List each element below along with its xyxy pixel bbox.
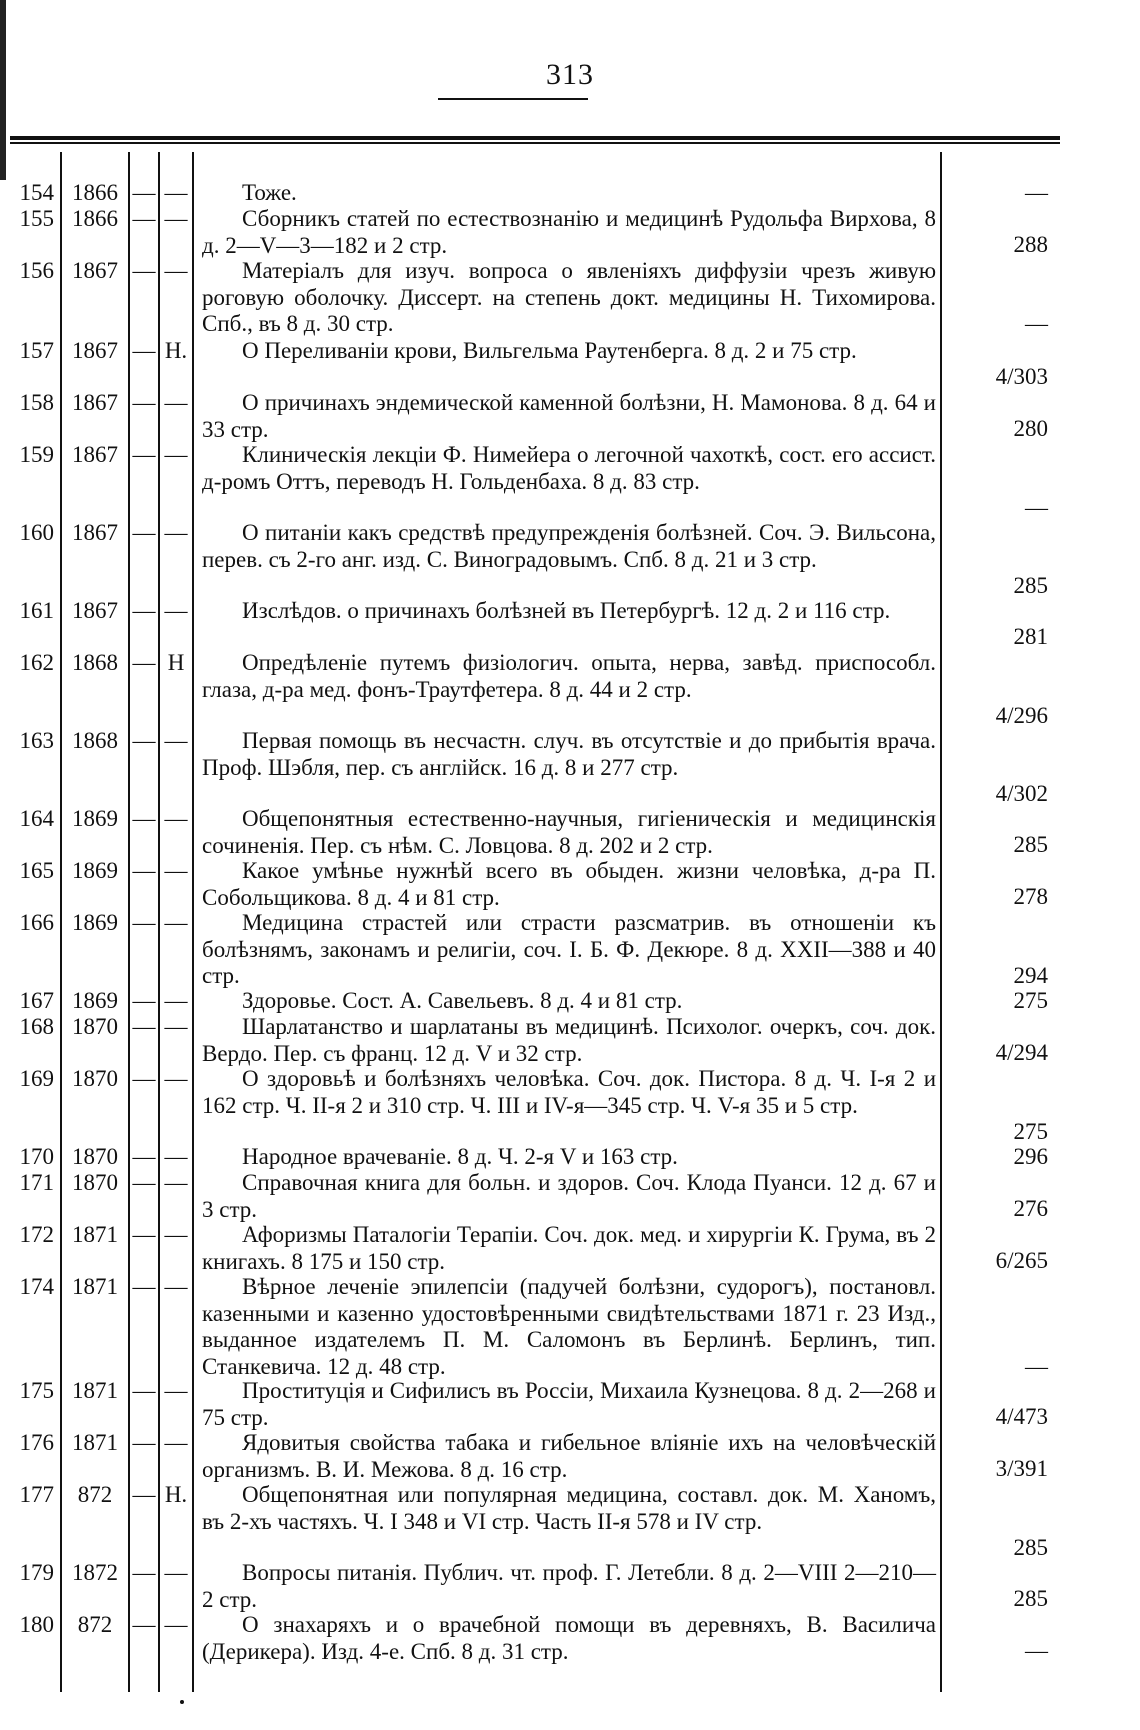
entry-description: Общепонятныя естественно-научныя, гигіеническія и медицинскія сочиненія. Пер. съ нѣм. С. Ловцова. 8 д. 202 и 2 стр. [202, 806, 936, 858]
entry-description: Справочная книга для больн. и здоров. Соч. Клода Пуанси. 12 д. 67 и 3 стр. [202, 1170, 936, 1222]
entry-reference: 281 [1013, 624, 1048, 649]
column-divider [940, 152, 942, 1692]
entry-mark-1: — [132, 728, 156, 753]
entry-mark-1: — [132, 1066, 156, 1091]
entry-mark-2: Н. [164, 338, 188, 363]
entry-mark-1: — [132, 1560, 156, 1585]
entry-mark-2: — [164, 1430, 188, 1455]
print-speck [180, 1700, 184, 1704]
entry-mark-1: — [132, 1430, 156, 1455]
entry-reference: 296 [1013, 1144, 1048, 1169]
entry-mark-1: — [132, 858, 156, 883]
entry-number: 160 [19, 520, 54, 545]
entry-year: 1871 [72, 1222, 118, 1247]
entry-number: 154 [19, 180, 54, 205]
entry-reference: 4/294 [995, 1040, 1048, 1065]
entry-description: Общепонятная или популярная медицина, составл. док. М. Ханомъ, въ 2-хъ частяхъ. Ч. І 348 и VI стр. Часть ІІ-я 578 и IV стр. [202, 1482, 936, 1534]
entry-number: 157 [19, 338, 54, 363]
entry-number: 156 [19, 258, 54, 283]
entry-description: Опредѣленіе путемъ физіологич. опыта, нерва, завѣд. приспособл. глаза, д-ра мед. фонъ-Траутфетера. 8 д. 44 и 2 стр. [202, 650, 936, 702]
entry-mark-2: — [164, 728, 188, 753]
entry-year: 1871 [72, 1274, 118, 1299]
entry-number: 171 [19, 1170, 54, 1195]
entry-mark-2: — [164, 806, 188, 831]
entry-mark-2: — [164, 180, 188, 205]
entry-number: 159 [19, 442, 54, 467]
entry-reference: — [1025, 1638, 1048, 1663]
entry-mark-1: — [132, 258, 156, 283]
entry-mark-1: — [132, 442, 156, 467]
entry-reference: — [1025, 311, 1048, 336]
entry-description: Матеріалъ для изуч. вопроса о явленіяхъ диффузіи чрезъ живую роговую оболочку. Диссерт. на степень докт. медицины Н. Тихомирова. Спб., въ 8 д. 30 стр. [202, 258, 936, 336]
entry-reference: 278 [1013, 884, 1048, 909]
entry-mark-1: — [132, 650, 156, 675]
entry-year: 1868 [72, 650, 118, 675]
entry-reference: 3/391 [995, 1456, 1048, 1481]
entry-mark-2: — [164, 258, 188, 283]
entry-description: Ядовитыя свойства табака и гибельное вліяніе ихъ на человѣческій организмъ. В. И. Межова. 8 д. 16 стр. [202, 1430, 936, 1482]
entry-reference: 275 [1013, 988, 1048, 1013]
catalog-table [10, 152, 1060, 1692]
entry-reference: 285 [1013, 832, 1048, 857]
entry-year: 872 [77, 1612, 113, 1637]
entry-mark-2: — [164, 1560, 188, 1585]
entry-year: 1871 [72, 1378, 118, 1403]
entry-mark-2: — [164, 390, 188, 415]
entry-description: Здоровье. Сост. А. Савельевъ. 8 д. 4 и 81 стр. [242, 988, 683, 1013]
entry-year: 1870 [72, 1014, 118, 1039]
entry-number: 179 [19, 1560, 54, 1585]
entry-mark-1: — [132, 598, 156, 623]
entry-number: 180 [19, 1612, 54, 1637]
entry-description: Вопросы питанія. Публич. чт. проф. Г. Летебли. 8 д. 2—VIII 2—210—2 стр. [202, 1560, 936, 1612]
entry-year: 872 [77, 1482, 113, 1507]
entry-number: 177 [19, 1482, 54, 1507]
entry-description: Медицина страстей или страсти разсматрив. въ отношеніи къ болѣзнямъ, законамъ и религіи, соч. І. Б. Ф. Декюре. 8 д. XXII—388 и 40 стр. [202, 910, 936, 988]
entry-year: 1872 [72, 1560, 118, 1585]
entry-reference: 285 [1013, 1535, 1048, 1560]
entry-description: О знахаряхъ и о врачебной помощи въ деревняхъ, В. Василича (Дерикера). Изд. 4-е. Спб. 8 д. 31 стр. [202, 1612, 936, 1664]
entry-reference: 288 [1013, 232, 1048, 257]
entry-description: Первая помощь въ несчастн. случ. въ отсутствіе и до прибытія врача. Проф. Шэбля, пер. съ англійск. 16 д. 8 и 277 стр. [202, 728, 936, 780]
entry-description: О питаніи какъ средствѣ предупрежденія болѣзней. Соч. Э. Вильсона, перев. съ 2-го анг. изд. С. Виноградовымъ. Спб. 8 д. 21 и 3 стр. [202, 520, 936, 572]
entry-description: Изслѣдов. о причинахъ болѣзней въ Петербургѣ. 12 д. 2 и 116 стр. [242, 598, 891, 623]
entry-number: 168 [19, 1014, 54, 1039]
entry-mark-2: — [164, 520, 188, 545]
entry-mark-2: — [164, 442, 188, 467]
entry-mark-2: — [164, 858, 188, 883]
entry-reference: 280 [1013, 416, 1048, 441]
entry-mark-2: — [164, 1170, 188, 1195]
entry-year: 1867 [72, 258, 118, 283]
entry-year: 1870 [72, 1170, 118, 1195]
entry-number: 161 [19, 598, 54, 623]
entry-mark-1: — [132, 1222, 156, 1247]
entry-year: 1866 [72, 206, 118, 231]
entry-mark-1: — [132, 180, 156, 205]
entry-number: 172 [19, 1222, 54, 1247]
entry-mark-1: — [132, 1612, 156, 1637]
entry-mark-2: — [164, 988, 188, 1013]
entry-mark-2: — [164, 598, 188, 623]
entry-description: Афоризмы Паталогіи Терапіи. Соч. док. мед. и хирургіи К. Грума, въ 2 книгахъ. 8 175 и 150 стр. [202, 1222, 936, 1274]
page-number-underline [438, 98, 588, 100]
entry-mark-1: — [132, 390, 156, 415]
entry-mark-2: — [164, 910, 188, 935]
entry-year: 1869 [72, 988, 118, 1013]
entry-reference: — [1025, 180, 1048, 205]
entry-mark-1: — [132, 1274, 156, 1299]
entry-mark-1: — [132, 806, 156, 831]
entry-mark-1: — [132, 1014, 156, 1039]
entry-reference: — [1025, 1354, 1048, 1379]
entry-mark-2: — [164, 1378, 188, 1403]
entry-year: 1868 [72, 728, 118, 753]
entry-reference: 276 [1013, 1196, 1048, 1221]
entry-number: 167 [19, 988, 54, 1013]
entry-description: Клиническія лекціи Ф. Нимейера о легочной чахоткѣ, сост. его ассист. д-ромъ Оттъ, переводъ Н. Гольденбаха. 8 д. 83 стр. [202, 442, 936, 494]
entry-number: 164 [19, 806, 54, 831]
entry-year: 1869 [72, 806, 118, 831]
entry-number: 163 [19, 728, 54, 753]
entry-mark-1: — [132, 520, 156, 545]
entry-description: Сборникъ статей по естествознанію и медицинѣ Рудольфа Вирхова, 8 д. 2—V—3—182 и 2 стр. [202, 206, 936, 258]
entry-reference: 285 [1013, 573, 1048, 598]
entry-reference: 6/265 [995, 1248, 1048, 1273]
entry-mark-1: — [132, 338, 156, 363]
entry-reference: 294 [1013, 963, 1048, 988]
entry-mark-2: — [164, 1222, 188, 1247]
entry-number: 166 [19, 910, 54, 935]
entry-mark-2: — [164, 1144, 188, 1169]
entry-number: 158 [19, 390, 54, 415]
entry-number: 169 [19, 1066, 54, 1091]
header-rule [10, 136, 1060, 140]
entry-number: 165 [19, 858, 54, 883]
entry-year: 1870 [72, 1066, 118, 1091]
entry-description: О здоровьѣ и болѣзняхъ человѣка. Соч. док. Пистора. 8 д. Ч. І-я 2 и 162 стр. Ч. ІІ-я 2 и 310 стр. Ч. ІІІ и IV-я—345 стр. Ч. V-я 35 и 5 стр. [202, 1066, 936, 1118]
entry-number: 162 [19, 650, 54, 675]
entry-year: 1869 [72, 858, 118, 883]
entry-description: Шарлатанство и шарлатаны въ медицинѣ. Психолог. очеркъ, соч. док. Вердо. Пер. съ франц. 12 д. V и 32 стр. [202, 1014, 936, 1066]
entry-description: Народное врачеваніе. 8 д. Ч. 2-я V и 163 стр. [242, 1144, 678, 1169]
entry-reference: — [1025, 495, 1048, 520]
entry-description: Вѣрное леченіе эпилепсіи (падучей болѣзни, судорогъ), постановл. казенными и казенно удостовѣренными свидѣтельствами 1871 г. 23 Изд., выданное издателемъ П. М. Саломонъ въ Берлинѣ. Берлинъ, тип. Станкевича. 12 д. 48 стр. [202, 1274, 936, 1379]
entry-reference: 4/302 [995, 781, 1048, 806]
entry-mark-1: — [132, 910, 156, 935]
entry-description: О Переливаніи крови, Вильгельма Раутенберга. 8 д. 2 и 75 стр. [242, 338, 857, 363]
entry-year: 1869 [72, 910, 118, 935]
entry-mark-1: — [132, 988, 156, 1013]
entry-mark-2: — [164, 206, 188, 231]
entry-reference: 4/296 [995, 703, 1048, 728]
entry-mark-2: Н. [164, 1482, 188, 1507]
entry-year: 1867 [72, 598, 118, 623]
entry-year: 1867 [72, 442, 118, 467]
entry-year: 1867 [72, 520, 118, 545]
entry-mark-1: — [132, 206, 156, 231]
entry-mark-1: — [132, 1378, 156, 1403]
entry-mark-2: — [164, 1014, 188, 1039]
entry-mark-1: — [132, 1144, 156, 1169]
entry-reference: 4/473 [995, 1404, 1048, 1429]
entry-year: 1870 [72, 1144, 118, 1169]
entry-reference: 275 [1013, 1119, 1048, 1144]
entry-year: 1866 [72, 180, 118, 205]
column-divider [192, 152, 194, 1692]
entry-mark-1: — [132, 1482, 156, 1507]
page-number: 313 [546, 58, 594, 91]
entry-description: Проституція и Сифилисъ въ Россіи, Михаила Кузнецова. 8 д. 2—268 и 75 стр. [202, 1378, 936, 1430]
entry-year: 1867 [72, 390, 118, 415]
entry-mark-2: — [164, 1066, 188, 1091]
entry-reference: 4/303 [995, 364, 1048, 389]
entry-year: 1871 [72, 1430, 118, 1455]
entry-description: О причинахъ эндемической каменной болѣзни, Н. Мамонова. 8 д. 64 и 33 стр. [202, 390, 936, 442]
entry-mark-2: — [164, 1612, 188, 1637]
entry-number: 174 [19, 1274, 54, 1299]
entry-year: 1867 [72, 338, 118, 363]
entry-number: 155 [19, 206, 54, 231]
entry-number: 170 [19, 1144, 54, 1169]
entry-number: 175 [19, 1378, 54, 1403]
entry-mark-2: — [164, 1274, 188, 1299]
entry-mark-2: Н [167, 650, 185, 675]
entry-number: 176 [19, 1430, 54, 1455]
header-rule-thin [10, 142, 1060, 144]
entry-description: Тоже. [242, 180, 297, 205]
entry-description: Какое умѣнье нужнѣй всего въ обыден. жизни человѣка, д-ра П. Собольщикова. 8 д. 4 и 81 стр. [202, 858, 936, 910]
entry-reference: 285 [1013, 1586, 1048, 1611]
entry-mark-1: — [132, 1170, 156, 1195]
